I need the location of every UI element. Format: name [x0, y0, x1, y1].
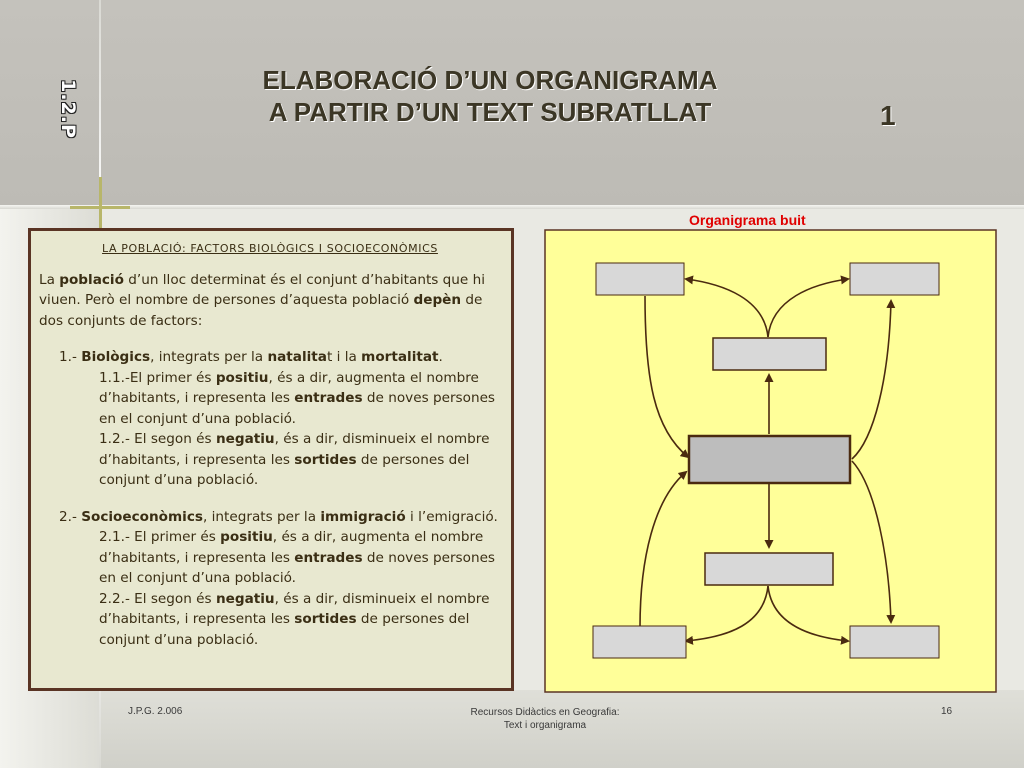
title-line-2: A PARTIR D’UN TEXT SUBRATLLAT [268, 97, 712, 127]
box-bottom-right [850, 626, 939, 658]
list-item-2-1: 2.1.- El primer és positiu, és a dir, augmenta el nombre d’habitants, i representa les entrades de noves persones en el conjunt d’una població. [99, 529, 496, 586]
text-heading: LA POBLACIÓ: FACTORS BIOLÒGICS I SOCIOECONÒMICS [102, 242, 438, 255]
box-lower-center [705, 553, 833, 585]
slide-code: 1.2.P [57, 79, 79, 139]
title-line-1: ELABORACIÓ D’UN ORGANIGRAMA [262, 65, 718, 95]
box-center-main [689, 436, 850, 483]
org-chart-diagram [544, 229, 997, 693]
star-accent-icon [100, 207, 101, 208]
intro-paragraph: La població d’un lloc determinat és el conjunt d’habitants que hi viuen. Però el nombre de persones d’aquesta població depèn de dos conjunts de factors: [39, 271, 486, 329]
list-item-2: 2.- Socioeconòmics, integrats per la immigració i l’emigració. [59, 508, 498, 525]
header-divider [0, 205, 1024, 209]
footer-course-line1: Recursos Didàctics en Geografia: [470, 707, 620, 718]
list-item-1: 1.- Biològics, integrats per la natalitat i la mortalitat. [59, 349, 443, 365]
box-top-left [596, 263, 684, 295]
footer-course [440, 706, 650, 732]
text-panel [28, 228, 514, 691]
box-top-right [850, 263, 939, 295]
list-item-1-2: 1.2.- El segon és negatiu, és a dir, disminueix el nombre d’habitants, i representa les sortides de persones del conjunt d’una població. [99, 431, 490, 488]
slide-title [190, 64, 790, 128]
footer-page-number: 16 [941, 706, 953, 717]
list-item-1-1: 1.1.-El primer és positiu, és a dir, augmenta el nombre d’habitants, i representa les entrades de noves persones en el conjunt d’una població. [99, 369, 496, 427]
list-item-2-2: 2.2.- El segon és negatiu, és a dir, disminueix el nombre d’habitants, i representa les sortides de persones del conjunt d’una població. [99, 590, 490, 648]
box-upper-center [713, 338, 826, 370]
slide-number: 1 [880, 100, 896, 131]
box-bottom-left [593, 626, 686, 658]
footer-author: J.P.G. 2.006 [128, 706, 183, 717]
diagram-caption: Organigrama buit [689, 212, 806, 228]
footer-course-line2: Text i organigrama [503, 720, 587, 731]
